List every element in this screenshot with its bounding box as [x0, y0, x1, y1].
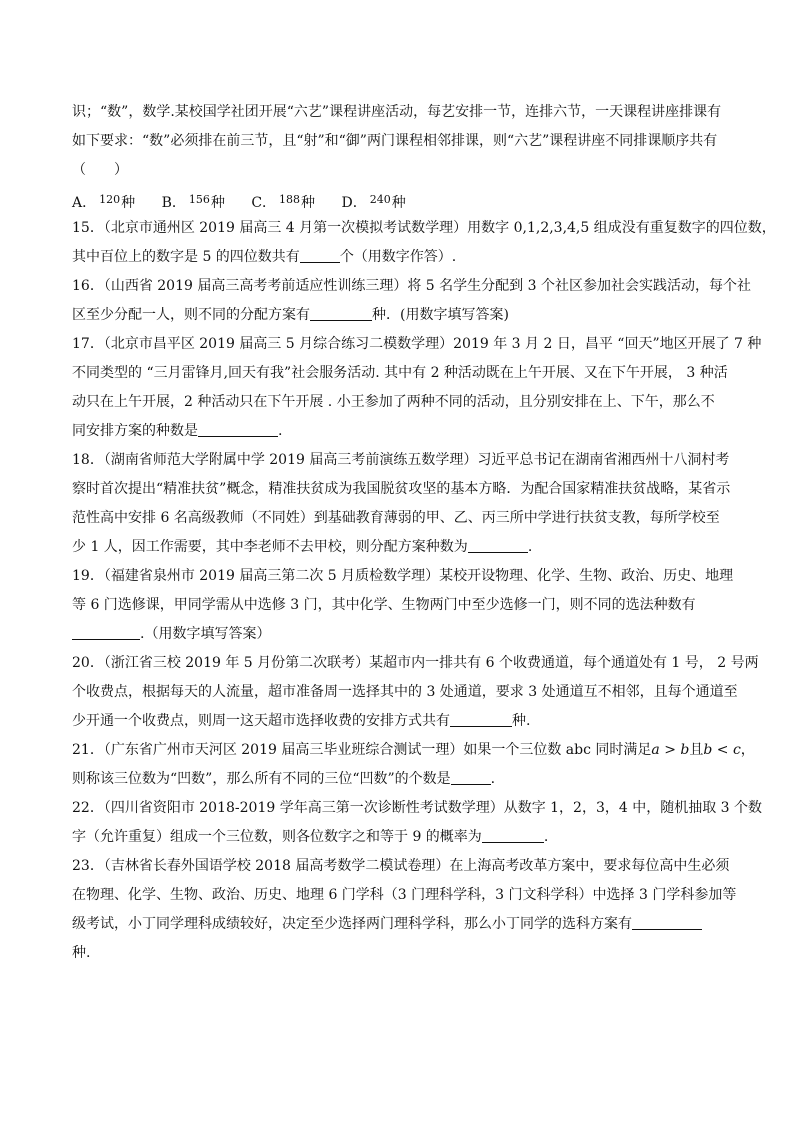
q18-line-2: 察时首次提出“精准扶贫”概念，精准扶贫成为我国脱贫攻坚的基本方略．为配合国家精准扶贫战略，某省示	[72, 481, 731, 497]
q21-text: 21．（广东省广州市天河区 2019 届高三毕业班综合测试一理）如果一个三位数 abc 同时满足	[72, 742, 652, 758]
q20-text: 少开通一个收费点，则周一这天超市选择收费的安排方式共有	[72, 713, 450, 729]
answer-blank[interactable]	[632, 915, 702, 930]
option-unit: 种	[391, 195, 406, 211]
q14-line-3: （ ）	[72, 162, 128, 178]
q19-line-3	[72, 620, 722, 649]
option-value: 156	[188, 193, 210, 206]
q18-line-4	[72, 533, 722, 562]
q17-text-end: .	[278, 423, 283, 439]
answer-blank[interactable]	[198, 422, 278, 437]
answer-blank[interactable]	[468, 538, 528, 553]
q16-line-1: 16．（山西省 2019 届高三高考考前适应性训练三理）将 5 名学生分配到 3 个社区参加社会实践活动，每个社	[72, 278, 751, 294]
option-unit: 种	[301, 195, 316, 211]
q18-line-1: 18．（湖南省师范大学附属中学 2019 届高三考前演练五数学理）习近平总书记在湖南省湘西州十八洞村考	[72, 452, 730, 468]
q16-line-2	[72, 301, 722, 330]
option-letter: D．	[341, 195, 367, 211]
q21-line-2	[72, 765, 722, 794]
q18-text-end: .	[527, 539, 533, 555]
option-unit: 种	[121, 195, 136, 211]
answer-blank[interactable]	[300, 248, 340, 263]
q15-line-1: 15．（北京市通州区 2019 届高三 4 月第一次模拟考试数学理）用数字 0,1,2,3,4,5 组成没有重复数字的四位数，	[72, 220, 776, 236]
option-value: 188	[279, 193, 301, 206]
q23-line-1: 23．（吉林省长春外国语学校 2018 届高考数学二模试卷理）在上海高考改革方案中，要求每位高中生必须	[72, 858, 730, 874]
q22-text: 字（允许重复）组成一个三位数，则各位数字之和等于 9 的概率为	[72, 829, 482, 845]
q23-line-3	[72, 910, 722, 939]
q21-text-end: ，	[740, 742, 755, 758]
q15-line-2	[72, 243, 722, 272]
q20-line-1: 20．（浙江省三校 2019 年 5 月份第二次联考）某超市内一排共有 6 个收费通道，每个通道处有 1 号， 2 号两	[72, 655, 759, 671]
q20-text-end: 种.	[512, 713, 531, 729]
option-letter: C．	[251, 195, 277, 211]
q16-text: 区至少分配一人，则不同的分配方案有	[72, 307, 310, 323]
q20-line-2: 个收费点，根据每天的人流量，超市准备周一选择其中的 3 处通道，要求 3 处通道互不相邻，且每个通道至	[72, 684, 738, 700]
answer-blank[interactable]	[451, 770, 491, 785]
q16-text-end: 种．(用数字填写答案)	[372, 307, 509, 323]
q23-line-2: 在物理、化学、生物、政治、历史、地理 6 门学科（3 门理科学科，3 门文科学科）中选择 3 门学科参加等	[72, 887, 737, 903]
q17-text: 同安排方案的种数是	[72, 423, 198, 439]
q23-line-4: 种.	[72, 945, 91, 961]
q18-line-3: 范性高中安排 6 名高级教师（不同姓）到基础教育薄弱的甲、乙、丙三所中学进行扶贫支教，每所学校至	[72, 510, 720, 526]
q17-line-2: 不同类型的 “三月雷锋月,回天有我”社会服务活动. 其中有 2 种活动既在上午开展、又在下午开展， 3 种活	[72, 365, 728, 381]
q22-line-1: 22．（四川省资阳市 2018-2019 学年高三第一次诊断性考试数学理）从数字 1，2，3，4 中，随机抽取 3 个数	[72, 800, 763, 816]
q20-line-3	[72, 707, 722, 736]
answer-blank[interactable]	[482, 828, 544, 843]
q19-text-end: .（用数字填写答案）	[140, 626, 271, 642]
q17-line-4	[72, 417, 722, 446]
answer-blank[interactable]	[450, 712, 512, 727]
q14-options	[72, 185, 722, 214]
q17-line-3: 动只在上午开展，2 种活动只在下午开展 . 小王参加了两种不同的活动，且分别安排在上、下午，那么不	[72, 394, 715, 410]
q15-text: 其中百位上的数字是 5 的四位数共有	[72, 249, 300, 265]
q21-line-1	[72, 736, 755, 765]
option-value: 120	[99, 193, 121, 206]
q22-text-end: .	[543, 829, 549, 845]
q21-condition-2: b < c	[703, 742, 741, 758]
q14-line-2: 如下要求：“数”必须排在前三节，且“射”和“御”两门课程相邻排课，则“六艺”课程讲座不同排课顺序共有	[72, 133, 718, 149]
answer-blank[interactable]	[72, 625, 140, 640]
q19-line-1: 19．（福建省泉州市 2019 届高三第二次 5 月质检数学理）某校开设物理、化学、生物、政治、历史、地理	[72, 568, 734, 584]
q21-text-end: .	[490, 771, 496, 787]
q21-condition-1: a > b	[651, 742, 690, 758]
option-letter: B．	[161, 195, 186, 211]
q15-text-end: 个（用数字作答）.	[339, 249, 457, 265]
q17-line-1: 17．（北京市昌平区 2019 届高三 5 月综合练习二模数学理）2019 年 3 月 2 日，昌平 “回天”地区开展了 7 种	[72, 336, 762, 352]
option-value: 240	[369, 193, 391, 206]
q22-line-2	[72, 823, 722, 852]
option-letter: A．	[72, 195, 97, 211]
q21-conjunction: 且	[689, 742, 704, 758]
q21-text: 则称该三位数为“凹数”，那么所有不同的三位“凹数”的个数是	[72, 771, 451, 787]
q23-text: 级考试，小丁同学理科成绩较好，决定至少选择两门理科学科，那么小丁同学的选科方案有	[72, 916, 632, 932]
answer-blank[interactable]	[310, 306, 372, 321]
option-unit: 种	[210, 195, 225, 211]
q18-text: 少 1 人，因工作需要，其中李老师不去甲校，则分配方案种数为	[72, 539, 468, 555]
q19-line-2: 等 6 门选修课，甲同学需从中选修 3 门，其中化学、生物两门中至少选修一门，则不同的选法种数有	[72, 597, 696, 613]
q14-line-1: 识；“数”，数学.某校国学社团开展“六艺”课程讲座活动，每艺安排一节，连排六节，一天课程讲座排课有	[72, 104, 722, 120]
question-list	[72, 98, 776, 968]
